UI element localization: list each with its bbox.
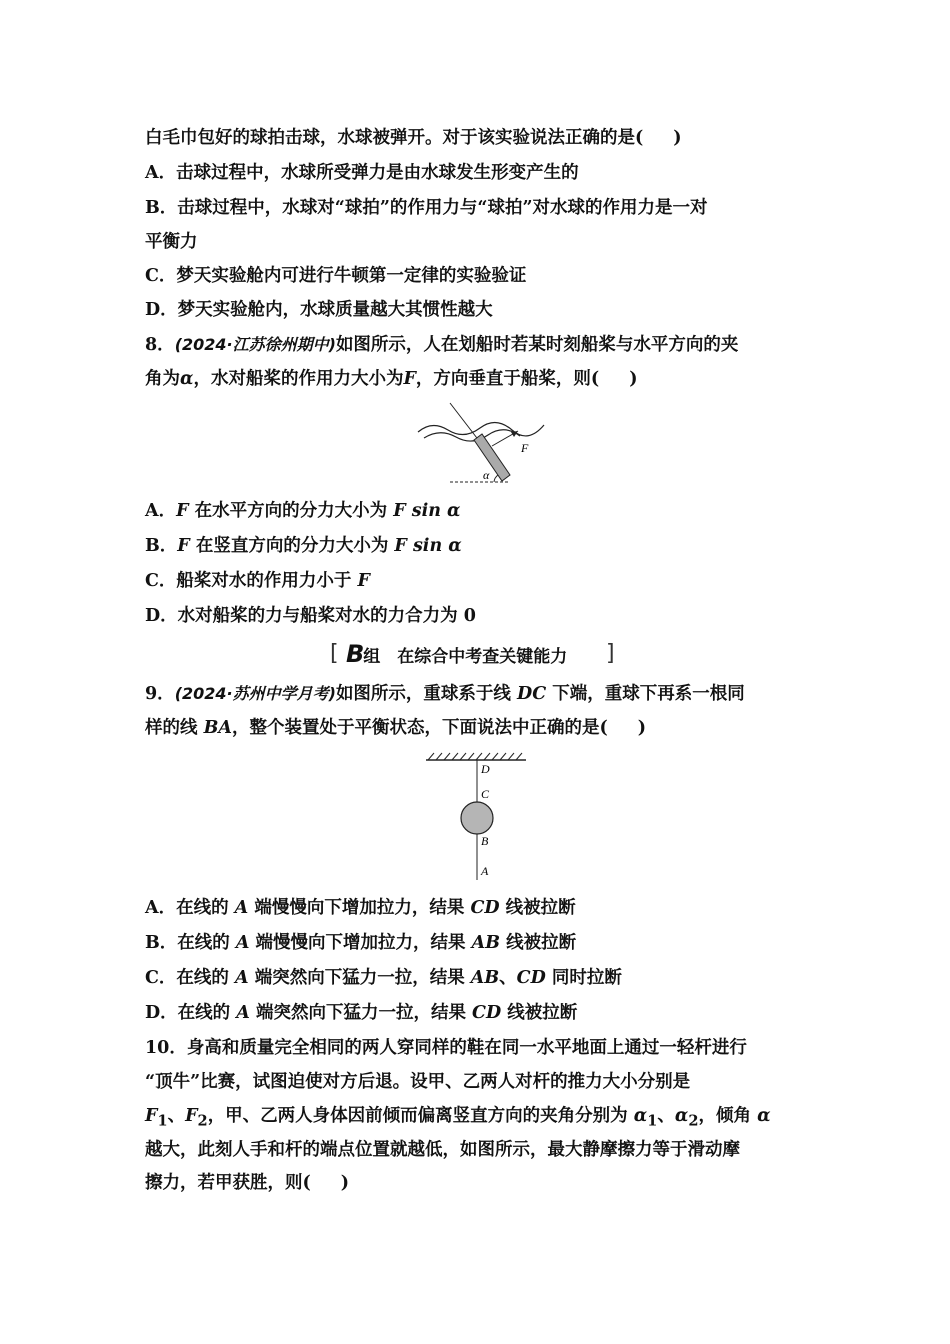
q9-a-mid: 端慢慢向下增加拉力，结果 bbox=[248, 898, 471, 918]
q9-stem1a: 如图所示，重球系于线 bbox=[335, 684, 518, 704]
q8-option-a bbox=[145, 499, 810, 523]
q8-b-mid: 在竖直方向的分力大小为 bbox=[189, 536, 395, 556]
q9-stem-close: ) bbox=[637, 718, 647, 738]
q10-sep1: 、 bbox=[167, 1106, 186, 1126]
q9-DC: DC bbox=[517, 684, 547, 704]
q9-option-d bbox=[145, 1001, 810, 1025]
q9-d-end: 线被拉断 bbox=[501, 1003, 578, 1023]
q9-stem-line2 bbox=[145, 716, 810, 740]
q9-source: (2024·苏州中学月考) bbox=[174, 684, 336, 703]
q9-stem-line1 bbox=[145, 682, 810, 706]
q9-a-CD: CD bbox=[470, 898, 500, 918]
q10-line3 bbox=[145, 1104, 810, 1134]
q8-c-text: C．船桨对水的作用力小于 bbox=[145, 571, 358, 591]
q10-F1-sub: 1 bbox=[157, 1112, 168, 1130]
q8-stem2c: ，方向垂直于船桨，则( bbox=[415, 369, 600, 389]
heavy-ball bbox=[461, 802, 493, 834]
oar-blade bbox=[474, 434, 510, 481]
section-title-text: 组 在综合中考查关键能力 bbox=[363, 647, 568, 667]
q8-a-mid: 在水平方向的分力大小为 bbox=[188, 501, 394, 521]
section-right-bracket: ] bbox=[606, 641, 615, 666]
q9-b-end: 线被拉断 bbox=[500, 933, 577, 953]
q9-stem2a: 样的线 bbox=[145, 718, 204, 738]
q10-line3-end: ，倾角 bbox=[698, 1106, 758, 1126]
q7-option-b-line2: 平衡力 bbox=[145, 232, 198, 252]
q8-a-expr: F sin α bbox=[393, 501, 461, 521]
q8-option-d: D．水对船桨的力与船桨对水的力合力为 0 bbox=[145, 606, 476, 626]
q9-option-a bbox=[145, 896, 810, 920]
q8-a-prefix: A． bbox=[145, 501, 177, 521]
q10-alpha2-sub: 2 bbox=[688, 1112, 699, 1130]
q10-line3-mid: ，甲、乙两人身体因前倾而偏离竖直方向的夹角分别为 bbox=[207, 1106, 634, 1126]
q9-b-A: A bbox=[235, 933, 250, 953]
figure-label-alpha: α bbox=[483, 468, 490, 482]
q8-number: 8． bbox=[145, 335, 175, 355]
q10-alpha1: α bbox=[633, 1106, 648, 1126]
q8-stem-close: ) bbox=[629, 369, 638, 389]
ceiling-hatching bbox=[428, 753, 522, 760]
q8-stem1: 如图所示，人在划船时若某时刻船桨与水平方向的夹 bbox=[335, 335, 739, 355]
q9-d-mid: 端突然向下猛力一拉，结果 bbox=[249, 1003, 473, 1023]
label-B: B bbox=[481, 834, 489, 848]
q10-line4: 越大，此刻人手和杆的端点位置就越低，如图所示，最大静摩擦力等于滑动摩 bbox=[145, 1140, 740, 1160]
label-D: D bbox=[481, 762, 490, 776]
q10-sep2: 、 bbox=[657, 1106, 675, 1126]
q9-d-pre: D．在线的 bbox=[145, 1003, 237, 1023]
q10-line5 bbox=[145, 1171, 810, 1195]
q8-source: (2024·江苏徐州期中) bbox=[174, 335, 336, 354]
section-b-header bbox=[330, 641, 620, 669]
q9-c-end: 同时拉断 bbox=[545, 968, 622, 988]
q9-c-AB: AB bbox=[470, 968, 500, 988]
q9-BA: BA bbox=[203, 718, 232, 738]
q8-b-prefix: B． bbox=[145, 536, 178, 556]
label-A: A bbox=[481, 864, 489, 878]
water-wave-1 bbox=[418, 422, 544, 435]
q9-c-pre: C．在线的 bbox=[145, 968, 236, 988]
q10-close: ) bbox=[340, 1173, 350, 1193]
q9-a-A: A bbox=[234, 898, 249, 918]
q7-stem-line bbox=[145, 126, 810, 150]
q9-d-CD: CD bbox=[472, 1003, 502, 1023]
q10-line1: 10．身高和质量完全相同的两人穿同样的鞋在同一水平地面上通过一轻杆进行 bbox=[145, 1038, 747, 1058]
q9-c-CD: CD bbox=[516, 968, 546, 988]
q9-c-A: A bbox=[235, 968, 249, 988]
q8-c-F: F bbox=[357, 571, 370, 591]
q9-c-mid: 端突然向下猛力一拉，结果 bbox=[248, 968, 471, 988]
q8-stem-line1 bbox=[145, 333, 810, 357]
q9-b-pre: B．在线的 bbox=[145, 933, 236, 953]
q8-b-expr: F sin α bbox=[394, 536, 462, 556]
q9-stem1b: 下端，重球下再系一根同 bbox=[546, 684, 745, 704]
q8-b-F: F bbox=[177, 536, 190, 556]
q9-b-AB: AB bbox=[471, 933, 501, 953]
q7-option-d: D．梦天实验舱内，水球质量越大其惯性越大 bbox=[145, 300, 493, 320]
q9-number: 9． bbox=[145, 684, 175, 704]
q7-option-a: A．击球过程中，水球所受弹力是由水球发生形变产生的 bbox=[145, 163, 579, 183]
q8-stem2b: ，水对船桨的作用力大小为 bbox=[193, 369, 404, 389]
q10-F2-sub: 2 bbox=[197, 1112, 208, 1130]
q9-option-b bbox=[145, 931, 810, 955]
hanging-ball-figure bbox=[420, 750, 530, 882]
q9-c-sep: 、 bbox=[499, 968, 517, 988]
q10-alpha2: α bbox=[674, 1106, 689, 1126]
q9-a-end: 线被拉断 bbox=[499, 898, 576, 918]
figure-label-F: F bbox=[521, 441, 529, 455]
q8-stem2a: 角为 bbox=[145, 369, 180, 389]
q9-d-A: A bbox=[236, 1003, 250, 1023]
q8-option-c bbox=[145, 569, 810, 593]
q9-stem2b: ，整个装置处于平衡状态，下面说法中正确的是( bbox=[231, 718, 608, 738]
q7-option-c: C．梦天实验舱内可进行牛顿第一定律的实验验证 bbox=[145, 266, 527, 286]
q10-alpha: α bbox=[757, 1106, 771, 1126]
q7-stem-close: ) bbox=[673, 128, 682, 148]
q8-F: F bbox=[403, 369, 416, 389]
label-C: C bbox=[481, 787, 490, 801]
q10-line5-text: 擦力，若甲获胜，则( bbox=[145, 1173, 311, 1193]
q8-a-F: F bbox=[176, 501, 189, 521]
q8-option-b bbox=[145, 534, 810, 558]
section-b-letter: B bbox=[346, 640, 364, 668]
q8-alpha: α bbox=[180, 369, 194, 389]
q10-F2: F bbox=[185, 1106, 198, 1126]
q10-alpha1-sub: 1 bbox=[647, 1112, 658, 1130]
oar-figure bbox=[410, 400, 550, 490]
q9-option-c bbox=[145, 966, 810, 990]
q9-b-mid: 端慢慢向下增加拉力，结果 bbox=[249, 933, 472, 953]
q10-F1: F bbox=[145, 1106, 158, 1126]
angle-arc bbox=[494, 475, 498, 482]
q10-line2: “顶牛”比赛，试图迫使对方后退。设甲、乙两人对杆的推力大小分别是 bbox=[145, 1072, 691, 1092]
q7-stem-text: 白毛巾包好的球拍击球，水球被弹开。对于该实验说法正确的是( bbox=[145, 128, 644, 148]
section-label bbox=[346, 640, 567, 668]
q8-stem-line2 bbox=[145, 367, 810, 391]
section-left-bracket: [ bbox=[330, 641, 339, 666]
q9-a-pre: A．在线的 bbox=[145, 898, 235, 918]
q7-option-b-line1: B．击球过程中，水球对“球拍”的作用力与“球拍”对水球的作用力是一对 bbox=[145, 198, 708, 218]
